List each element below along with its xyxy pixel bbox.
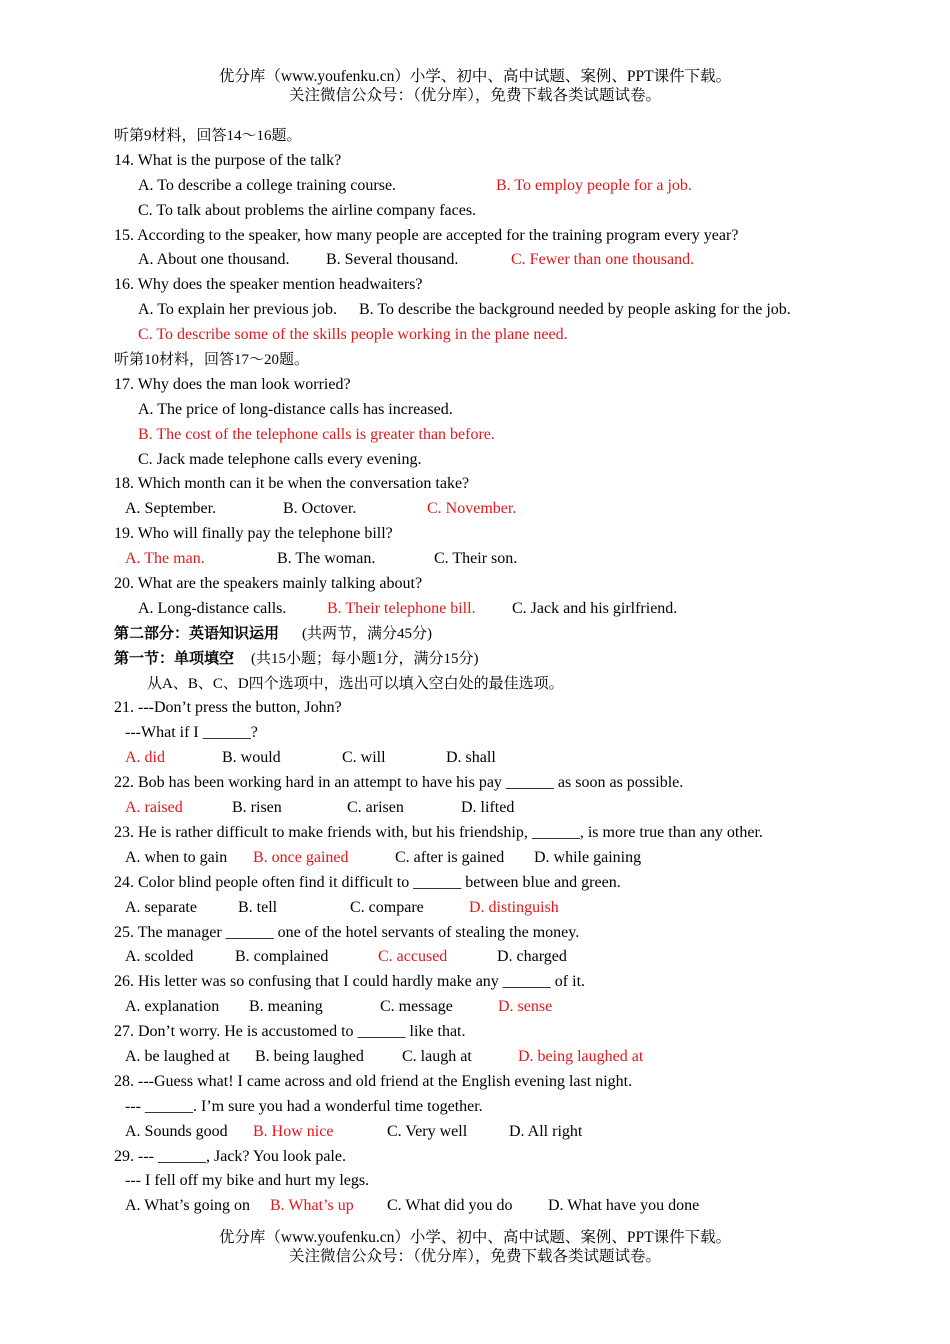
text-line — [114, 1169, 874, 1194]
text-line — [114, 572, 874, 597]
answer-option-correct: C. Fewer than one thousand. — [511, 251, 695, 269]
text-line — [114, 323, 874, 348]
text-segment: 15. According to the speaker, how many people are accepted for the training program every year? — [114, 226, 739, 244]
text-segment: --- I fell off my bike and hurt my legs. — [125, 1172, 370, 1190]
text-segment: 24. Color blind people often find it difficult to ______ between blue and green. — [114, 873, 621, 891]
text-segment: B. complained — [235, 948, 329, 966]
text-segment: B. being laughed — [255, 1047, 364, 1065]
text-segment: 23. He is rather difficult to make friends with, but his friendship, ______, is more true than any other. — [114, 823, 763, 841]
text-line — [114, 398, 874, 423]
text-line — [114, 622, 874, 647]
text-segment: B. would — [222, 749, 281, 767]
text-segment: C. compare — [350, 898, 424, 916]
text-line — [114, 522, 874, 547]
text-segment: A. Sounds good — [125, 1122, 228, 1140]
text-line — [114, 796, 874, 821]
text-line — [114, 373, 874, 398]
answer-option-correct: A. The man. — [125, 550, 205, 568]
text-line — [114, 1045, 874, 1070]
text-line — [114, 896, 874, 921]
text-segment: A. The price of long-distance calls has increased. — [138, 400, 453, 418]
page-header — [0, 67, 950, 105]
text-segment: 16. Why does the speaker mention headwaiters? — [114, 276, 423, 294]
text-segment: 29. --- ______, Jack? You look pale. — [114, 1147, 346, 1165]
text-line — [114, 423, 874, 448]
text-line — [114, 174, 874, 199]
text-segment: D. What have you done — [548, 1197, 700, 1215]
text-segment: 19. Who will finally pay the telephone bill? — [114, 525, 393, 543]
header-line-1: 优分库（www.youfenku.cn）小学、初中、高中试题、案例、PPT课件下载。 — [218, 68, 732, 85]
text-segment: A. September. — [125, 500, 217, 518]
text-segment: A. About one thousand. — [138, 251, 290, 269]
exam-content — [114, 124, 874, 1219]
text-line — [114, 1020, 874, 1045]
text-segment: C. What did you do — [387, 1197, 513, 1215]
text-segment: --- ______. I’m sure you had a wonderful time together. — [125, 1097, 483, 1115]
text-line — [114, 771, 874, 796]
text-segment: A. separate — [125, 898, 197, 916]
text-line — [114, 497, 874, 522]
text-segment: C. after is gained — [395, 848, 505, 866]
text-segment: B. tell — [238, 898, 278, 916]
text-line — [114, 871, 874, 896]
text-segment: C. Jack and his girlfriend. — [512, 599, 678, 617]
text-segment: 27. Don’t worry. He is accustomed to ______ like that. — [114, 1023, 466, 1041]
text-line — [114, 746, 874, 771]
answer-option-correct: B. To employ people for a job. — [496, 176, 692, 194]
text-segment: D. lifted — [461, 799, 515, 817]
text-segment: A. when to gain — [125, 848, 228, 866]
text-segment: C. Their son. — [434, 550, 518, 568]
text-segment: C. will — [342, 749, 386, 767]
text-line — [114, 647, 874, 672]
text-segment: 22. Bob has been working hard in an attempt to have his pay ______ as soon as possible. — [114, 774, 684, 792]
answer-option-correct: C. accused — [378, 948, 448, 966]
text-line — [114, 995, 874, 1020]
text-segment: 21. ---Don’t press the button, John? — [114, 699, 342, 717]
text-line — [114, 1145, 874, 1170]
answer-option-correct: C. November. — [427, 500, 517, 518]
text-line — [114, 1095, 874, 1120]
text-line — [114, 672, 874, 697]
text-line — [114, 149, 874, 174]
text-line — [114, 448, 874, 473]
answer-option-correct: B. What’s up — [270, 1197, 354, 1215]
text-line — [114, 199, 874, 224]
answer-option-correct: A. did — [125, 749, 165, 767]
text-segment: 28. ---Guess what! I came across and old friend at the English evening last night. — [114, 1072, 633, 1090]
header-line-2: 关注微信公众号：（优分库），免费下载各类试题试卷。 — [288, 87, 661, 104]
text-line — [114, 846, 874, 871]
text-segment: C. Very well — [387, 1122, 468, 1140]
text-segment: A. To explain her previous job. — [138, 301, 337, 319]
text-segment: 第一节：单项填空 — [114, 650, 235, 667]
text-line — [114, 597, 874, 622]
text-line — [114, 472, 874, 497]
footer-line-1: 优分库（www.youfenku.cn）小学、初中、高中试题、案例、PPT课件下载。 — [218, 1229, 732, 1246]
text-segment: 听第9材料，回答14～16题。 — [114, 128, 302, 144]
page-footer — [0, 1228, 950, 1266]
text-segment: (共15小题；每小题1分，满分15分) — [251, 650, 479, 667]
answer-option-correct: A. raised — [125, 799, 183, 817]
footer-line-2: 关注微信公众号：（优分库），免费下载各类试题试卷。 — [288, 1248, 661, 1265]
text-segment: C. message — [380, 998, 453, 1016]
text-line — [114, 821, 874, 846]
answer-option-correct: D. being laughed at — [518, 1047, 644, 1065]
text-segment: 25. The manager ______ one of the hotel servants of stealing the money. — [114, 923, 580, 941]
text-segment: (共两节，满分45分) — [302, 625, 432, 642]
text-line — [114, 696, 874, 721]
text-segment: B. risen — [232, 799, 282, 817]
text-segment: 从A、B、C、D四个选项中，选出可以填入空白处的最佳选项。 — [147, 675, 564, 692]
answer-option-correct: B. The cost of the telephone calls is greater than before. — [138, 425, 495, 443]
text-line — [114, 1120, 874, 1145]
text-segment: 14. What is the purpose of the talk? — [114, 151, 342, 169]
text-segment: B. meaning — [249, 998, 323, 1016]
text-segment: B. To describe the background needed by people asking for the job. — [359, 301, 791, 319]
text-segment: C. arisen — [347, 799, 404, 817]
answer-option-correct: B. once gained — [253, 848, 349, 866]
text-segment: 26. His letter was so confusing that I could hardly make any ______ of it. — [114, 973, 586, 991]
text-line — [114, 1194, 874, 1219]
text-segment: A. be laughed at — [125, 1047, 230, 1065]
text-line — [114, 224, 874, 249]
text-line — [114, 970, 874, 995]
text-segment: C. To talk about problems the airline company faces. — [138, 201, 477, 219]
text-segment: A. Long-distance calls. — [138, 599, 287, 617]
answer-option-correct: B. How nice — [253, 1122, 334, 1140]
text-segment: 17. Why does the man look worried? — [114, 375, 351, 393]
text-segment: D. shall — [446, 749, 496, 767]
answer-option-correct: C. To describe some of the skills people working in the plane need. — [138, 326, 568, 344]
text-segment: D. All right — [509, 1122, 583, 1140]
text-line — [114, 348, 874, 373]
text-segment: B. The woman. — [277, 550, 376, 568]
text-line — [114, 298, 874, 323]
text-segment: D. while gaining — [534, 848, 642, 866]
answer-option-correct: D. distinguish — [469, 898, 559, 916]
answer-option-correct: D. sense — [498, 998, 553, 1016]
text-segment: 20. What are the speakers mainly talking about? — [114, 575, 423, 593]
text-line — [114, 945, 874, 970]
text-line — [114, 124, 874, 149]
text-segment: A. To describe a college training course. — [138, 176, 397, 194]
text-line — [114, 547, 874, 572]
text-segment: ---What if I ______? — [125, 724, 258, 742]
text-segment: 18. Which month can it be when the conversation take? — [114, 475, 470, 493]
text-segment: C. Jack made telephone calls every evening. — [138, 450, 422, 468]
answer-option-correct: B. Their telephone bill. — [327, 599, 476, 617]
text-segment: A. explanation — [125, 998, 220, 1016]
text-segment: 第二部分：英语知识运用 — [114, 625, 280, 642]
text-line — [114, 273, 874, 298]
text-segment: 听第10材料，回答17～20题。 — [114, 352, 310, 369]
text-segment: D. charged — [497, 948, 567, 966]
text-segment: C. laugh at — [402, 1047, 472, 1065]
text-line — [114, 921, 874, 946]
text-line — [114, 248, 874, 273]
text-segment: B. Several thousand. — [326, 251, 459, 269]
text-line — [114, 721, 874, 746]
text-segment: A. What’s going on — [125, 1197, 251, 1215]
text-segment: B. Octover. — [283, 500, 357, 518]
text-line — [114, 1070, 874, 1095]
text-segment: A. scolded — [125, 948, 194, 966]
